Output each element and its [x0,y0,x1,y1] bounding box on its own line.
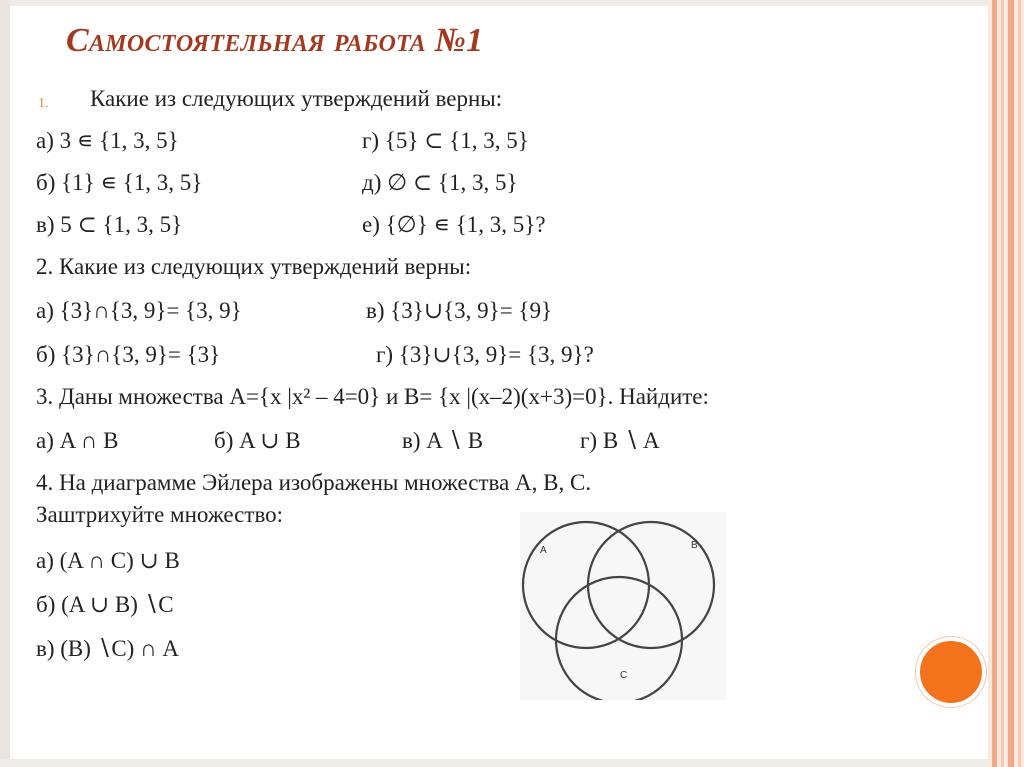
task3-option-v: в) A ∖ B [402,428,484,453]
task3-option-a: а) A ∩ B [36,428,119,453]
task4-line2: Заштрихуйте множество: [36,502,284,527]
label-b: B [691,540,698,551]
venn-svg [520,512,726,700]
task1-question: Какие из следующих утверждений верны: [90,86,503,111]
task1-number: 1. [38,96,49,111]
stripe [992,0,997,767]
frame-bottom [0,759,1024,767]
task2-option-a: а) {3}∩{3, 9}= {3, 9} [36,298,242,323]
decorative-stripes [988,0,1024,767]
task1-option-e: е) {∅} ∊ {1, 3, 5}? [362,212,546,237]
task4-option-b: б) (A ∪ B) ∖C [36,592,174,617]
task3-question: 3. Даны множества A={x |x² – 4=0} и B= {x |(x–2)(x+3)=0}. Найдите: [36,384,709,409]
task2-option-b: б) {3}∩{3, 9}= {3} [36,342,221,367]
task1-option-g: г) {5} ⊂ {1, 3, 5} [362,128,529,153]
task1-option-b: б) {1} ∊ {1, 3, 5} [36,170,203,195]
stripe [1008,0,1014,767]
task2-question: 2. Какие из следующих утверждений верны: [36,254,472,279]
task1-option-d: д) ∅ ⊂ {1, 3, 5} [362,170,518,195]
task4-option-a: а) (A ∩ C) ∪ B [36,548,180,573]
frame-top [0,0,1024,6]
accent-circle [916,637,986,707]
task4-line1: 4. На диаграмме Эйлера изображены множества A, B, C. [36,470,592,495]
stripe [1001,0,1004,767]
stripe [1018,0,1021,767]
task1-option-a: а) 3 ∊ {1, 3, 5} [36,128,179,153]
task1-option-v: в) 5 ⊂ {1, 3, 5} [36,212,183,237]
venn-diagram [520,512,726,700]
task2-option-v: в) {3}∪{3, 9}= {9} [366,298,552,323]
frame-left [0,0,10,767]
label-c: C [620,670,628,681]
task4-option-v: в) (B) ∖C) ∩ A [36,636,180,661]
task2-option-g: г) {3}∪{3, 9}= {3, 9}? [376,342,594,367]
task3-option-b: б) A ∪ B [214,428,301,453]
label-a: A [540,545,547,556]
slide-title: Самостоятельная работа №1 [66,22,484,59]
circle-a [523,522,649,648]
task3-option-g: г) B ∖ A [580,428,660,453]
